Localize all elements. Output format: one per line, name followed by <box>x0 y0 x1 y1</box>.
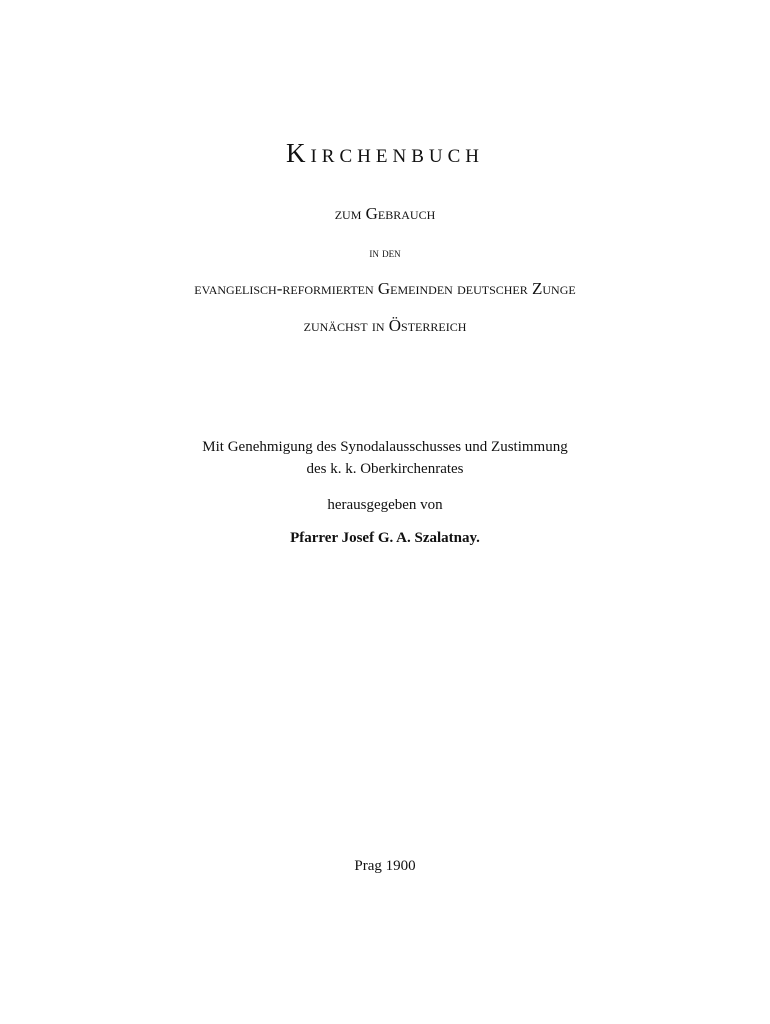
subtitle-line-3: evangelisch-reformierten Gemeinden deutscher Zunge <box>194 279 576 298</box>
approval-line-1: Mit Genehmigung des Synodalausschusses und Zustimmung <box>202 439 568 455</box>
imprint-place-year: Prag 1900 <box>354 858 416 874</box>
editor-name: Pfarrer Josef G. A. Szalatnay. <box>290 530 480 546</box>
book-title: Kirchenbuch <box>285 138 484 168</box>
subtitle-line-2: in den <box>369 245 401 260</box>
subtitle-line-1: zum Gebrauch <box>334 204 436 223</box>
edited-by-label: herausgegeben von <box>327 497 443 513</box>
approval-line-2: des k. k. Oberkirchenrates <box>306 461 464 477</box>
subtitle-line-4: zunächst in Österreich <box>303 316 467 335</box>
